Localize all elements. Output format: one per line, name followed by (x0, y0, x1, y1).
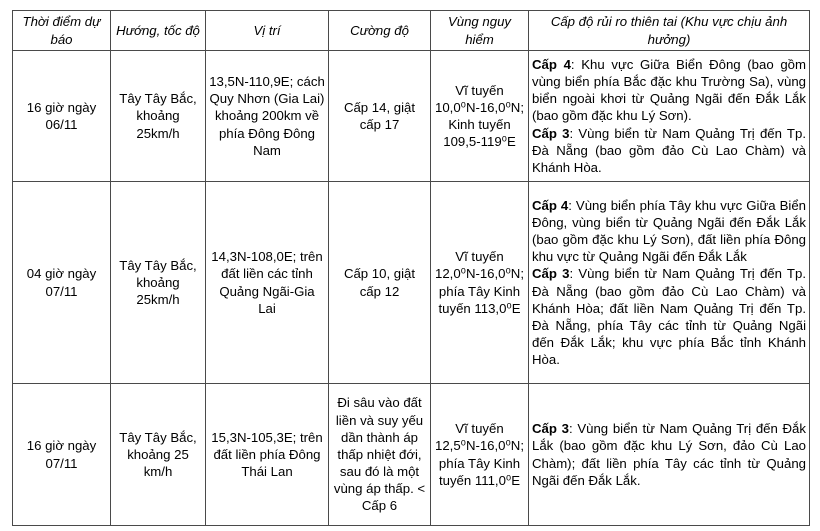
risk-level-text: : Vùng biển từ Nam Quảng Trị đến Đắk Lắk (bao gồm đặc khu Lý Sơn, đảo Cù Lao Chàm); đất liền phía Tây các tỉnh từ Quảng Ngãi đến Đắk Lắk. (532, 421, 806, 488)
header-row (13, 11, 810, 51)
cell-forecast-time: 04 giờ ngày 07/11 (13, 182, 111, 384)
risk-level-text: : Khu vực Giữa Biển Đông (bao gồm vùng biển phía Bắc đặc khu Trường Sa), vùng biển ngoài khơi từ Quảng Ngãi đến Đắk Lắk (bao gồm đặc khu Lý Sơn). (532, 56, 806, 124)
cell-intensity: Cấp 14, giật cấp 17 (329, 51, 431, 182)
table-row (13, 182, 810, 384)
storm-forecast-table (12, 10, 810, 526)
risk-level-paragraph (532, 125, 806, 176)
risk-level-label: Cấp 4 (532, 56, 571, 72)
risk-level-paragraph (532, 420, 806, 489)
table-row (13, 51, 810, 182)
risk-level-text: : Vùng biển từ Nam Quảng Trị đến Tp. Đà Nẵng (bao gồm đảo Cù Lao Chàm) và Khánh Hòa. (532, 125, 806, 175)
cell-direction-speed: Tây Tây Bắc, khoảng 25 km/h (111, 384, 206, 526)
cell-position: 15,3N-105,3E; trên đất liền phía Đông Thái Lan (206, 384, 329, 526)
forecast-table-container (12, 10, 809, 522)
column-header-intensity: Cường độ (329, 11, 431, 51)
risk-level-label: Cấp 3 (532, 125, 570, 141)
cell-disaster-risk (529, 182, 810, 384)
cell-direction-speed: Tây Tây Bắc, khoảng 25km/h (111, 51, 206, 182)
cell-danger-zone: Vĩ tuyến 10,0⁰N-16,0⁰N; Kinh tuyến 109,5-119⁰E (431, 51, 529, 182)
risk-level-label: Cấp 3 (532, 421, 569, 437)
column-header-forecast-time: Thời điểm dự báo (13, 11, 111, 51)
cell-direction-speed: Tây Tây Bắc, khoảng 25km/h (111, 182, 206, 384)
cell-danger-zone: Vĩ tuyến 12,5⁰N-16,0⁰N; phía Tây Kinh tuyến 111,0⁰E (431, 384, 529, 526)
column-header-disaster-risk-level: Cấp độ rủi ro thiên tai (Khu vực chịu ảnh hưởng) (529, 11, 810, 51)
risk-level-label: Cấp 4 (532, 197, 569, 213)
risk-level-text: : Vùng biển phía Tây khu vực Giữa Biển Đông, vùng biển từ Quảng Ngãi đến Đắk Lắk (bao gồm đặc khu Lý Sơn), đất liền phía Đông khu vực từ Quảng Ngãi đến Đắk Lắk (532, 197, 807, 265)
risk-level-text: : Vùng biển từ Nam Quảng Trị đến Tp. Đà Nẵng (bao gồm đảo Cù Lao Chàm) và Khánh Hòa; đất liền Nam Quảng Trị đến Tp. Đà Nẵng, phía Tây các tỉnh từ Quảng Ngãi đến Đắk Lắk; khu vực phía Bắc tỉnh Khánh Hòa. (532, 266, 806, 368)
table-body (13, 51, 810, 526)
column-header-danger-zone: Vùng nguy hiểm (431, 11, 529, 51)
cell-intensity: Cấp 10, giật cấp 12 (329, 182, 431, 384)
cell-danger-zone: Vĩ tuyến 12,0⁰N-16,0⁰N; phía Tây Kinh tuyến 113,0⁰E (431, 182, 529, 384)
cell-position: 13,5N-110,9E; cách Quy Nhơn (Gia Lai) khoảng 200km về phía Đông Đông Nam (206, 51, 329, 182)
table-row (13, 384, 810, 526)
risk-level-paragraph (532, 265, 806, 368)
cell-forecast-time: 16 giờ ngày 07/11 (13, 384, 111, 526)
risk-level-paragraph (532, 56, 806, 125)
cell-forecast-time: 16 giờ ngày 06/11 (13, 51, 111, 182)
column-header-position: Vị trí (206, 11, 329, 51)
cell-position: 14,3N-108,0E; trên đất liền các tỉnh Quảng Ngãi-Gia Lai (206, 182, 329, 384)
risk-level-label: Cấp 3 (532, 266, 570, 282)
cell-disaster-risk (529, 384, 810, 526)
risk-level-paragraph (532, 197, 806, 266)
cell-intensity: Đi sâu vào đất liền và suy yếu dần thành áp thấp nhiệt đới, sau đó là một vùng áp thấp. < Cấp 6 (329, 384, 431, 526)
column-header-direction-speed: Hướng, tốc độ (111, 11, 206, 51)
cell-disaster-risk (529, 51, 810, 182)
table-header (13, 11, 810, 51)
